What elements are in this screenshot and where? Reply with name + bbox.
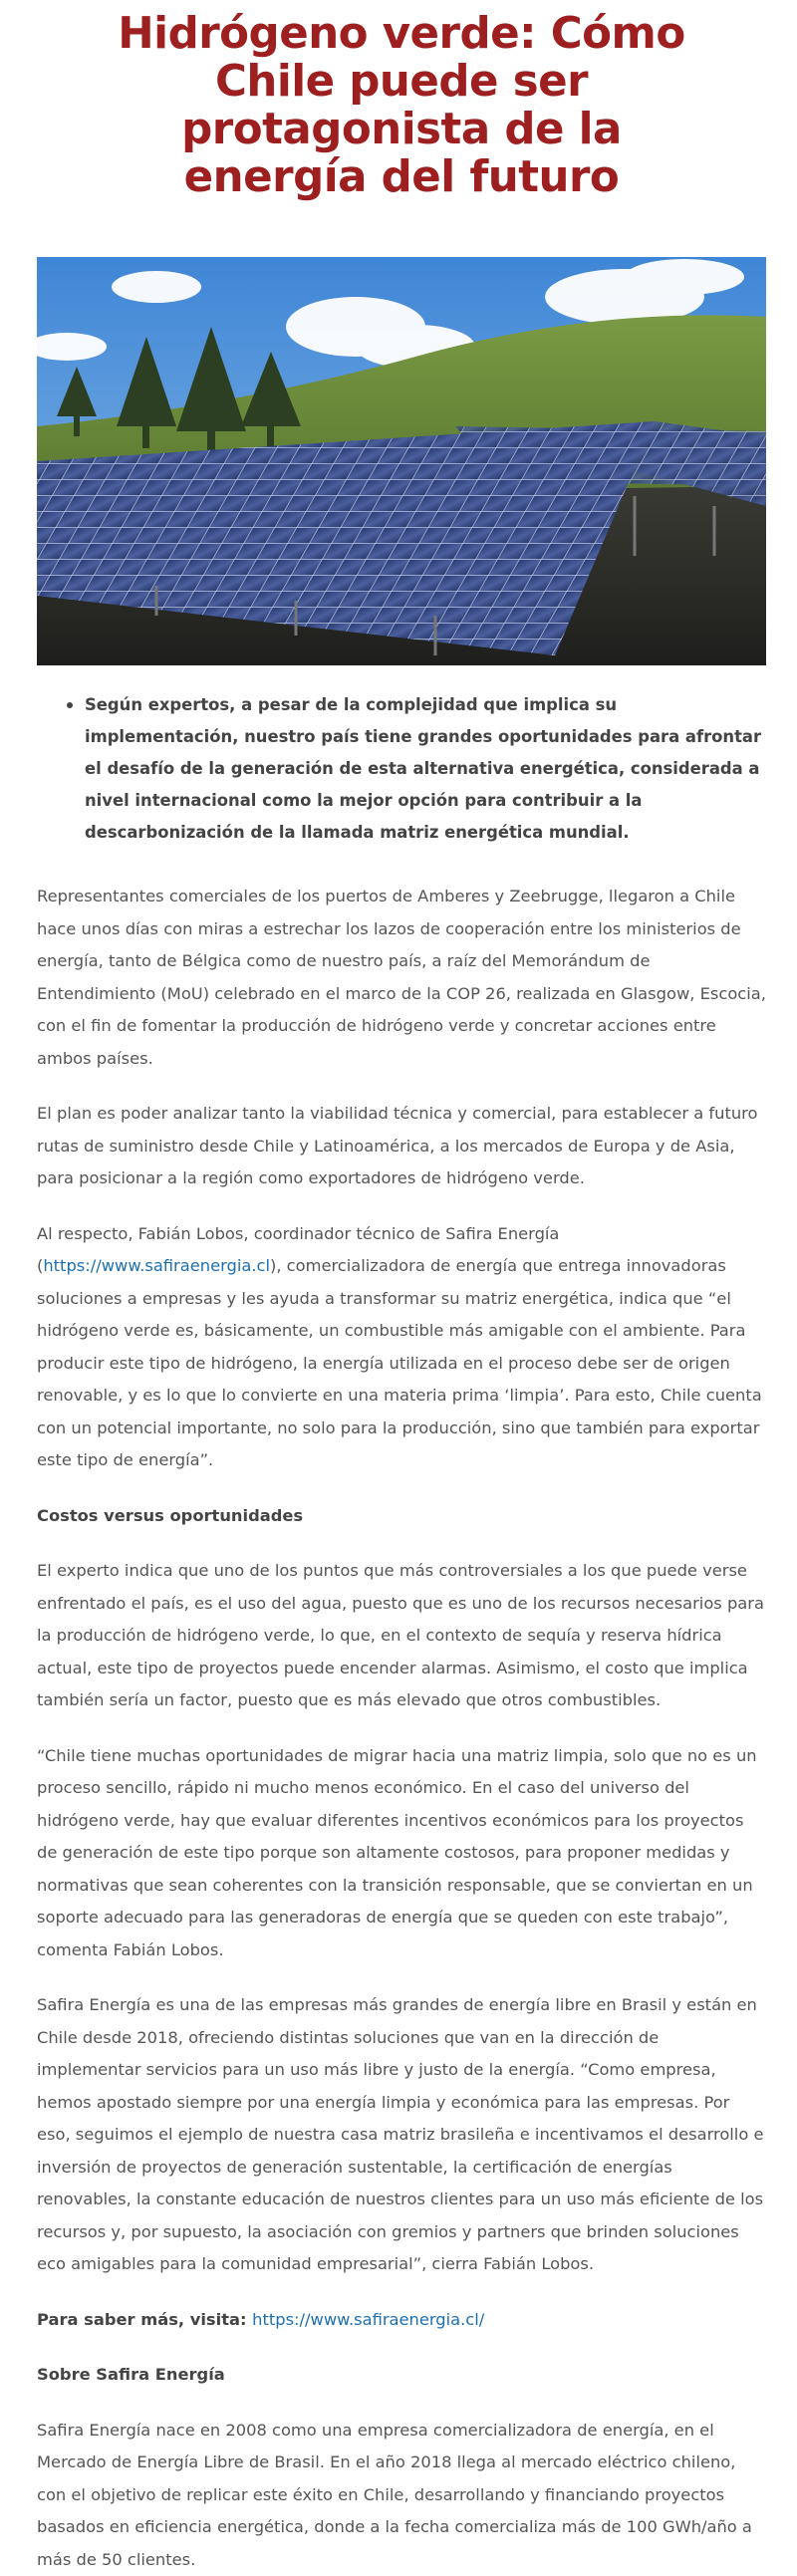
paragraph-7: Safira Energía nace en 2008 como una empresa comercializadora de energía, en el Mercado de Energía Libre de Brasil. En el año 2018 llega al mercado eléctrico chileno, con el objetivo de replicar este éxito en Chile, desarrollando y financiando proyectos basados en eficiencia energética, donde a la fecha comercializa más de 100 GWh/año a más de 50 clientes. — [37, 2415, 766, 2576]
paragraph-4: El experto indica que uno de los puntos que más controversiales a los que puede verse enfrentado el país, es el uso del agua, puesto que es uno de los recursos necesarios para la producción de hidrógeno verde, lo que, en el contexto de sequía y reserva hídrica actual, este tipo de proyectos puede encender alarmas. Asimismo, el costo que implica también sería un factor, puesto que es más elevado que otros combustibles. — [37, 1555, 766, 1717]
more-info-line — [37, 2304, 766, 2337]
paragraph-1: Representantes comerciales de los puertos de Amberes y Zeebrugge, llegaron a Chile hace unos días con miras a estrechar los lazos de cooperación entre los ministerios de energía, tanto de Bélgica como de nuestro país, a raíz del Memorándum de Entendimiento (MoU) celebrado en el marco de la COP 26, realizada en Glasgow, Escocia, con el fin de fomentar la producción de hidrógeno verde y concretar acciones entre ambos países. — [37, 881, 766, 1075]
safira-link-more[interactable]: https://www.safiraenergia.cl/ — [252, 2310, 484, 2329]
lead-summary — [37, 689, 766, 849]
hero-image-solar-panels — [37, 257, 766, 665]
paragraph-3-text-b: ), comercializadora de energía que entrega innovadoras soluciones a empresas y les ayuda a transformar su matriz energética, indica que “el hidrógeno verde es, básicamente, un combustible más amigable con el ambiente. Para producir este tipo de hidrógeno, la energía utilizada en el proceso debe ser de origen renovable, y es lo que lo convierte en una materia prima ‘limpia’. Para esto, Chile cuenta con un potencial importante, no solo para la producción, sino que también para exportar este tipo de energía”. — [37, 1256, 762, 1469]
paragraph-6: Safira Energía es una de las empresas más grandes de energía libre en Brasil y están en Chile desde 2018, ofreciendo distintas soluciones que van en la dirección de implementar servicios para un uso más libre y justo de la energía. “Como empresa, hemos apostado siempre por una energía limpia y económica para las empresas. Por eso, seguimos el ejemplo de nuestra casa matriz brasileña e incentivamos el desarrollo e inversión de proyectos de generación sustentable, la certificación de energías renovables, la constante educación de nuestros clientes para un uso más eficiente de los recursos y, por supuesto, la asociación con gremios y partners que brinden soluciones eco amigables para la comunidad empresarial”, cierra Fabián Lobos. — [37, 1989, 766, 2281]
heading-sobre: Sobre Safira Energía — [37, 2359, 766, 2392]
lead-bullet: Según expertos, a pesar de la complejidad que implica su implementación, nuestro país tiene grandes oportunidades para afrontar el desafío de la generación de esta alternativa energética, considerada a nivel internacional como la mejor opción para contribuir a la descarbonización de la llamada matriz energética mundial. — [85, 689, 766, 849]
paragraph-3-text-a: Al respecto, Fabián Lobos, coordinador técnico de Safira Energía ( — [37, 1224, 559, 1276]
paragraph-2: El plan es poder analizar tanto la viabilidad técnica y comercial, para establecer a futuro rutas de suministro desde Chile y Latinoamérica, a los mercados de Europa y de Asia, para posicionar a la región como exportadores de hidrógeno verde. — [37, 1098, 766, 1195]
article-title: Hidrógeno verde: Cómo Chile puede ser protagonista de la energía del futuro — [37, 0, 766, 201]
paragraph-5: “Chile tiene muchas oportunidades de migrar hacia una matriz limpia, solo que no es un proceso sencillo, rápido ni mucho menos económico. En el caso del universo del hidrógeno verde, hay que evaluar diferentes incentivos económicos para los proyectos de generación de este tipo porque son altamente costosos, para proponer medidas y normativas que sean coherentes con la transición responsable, que se conviertan en un soporte adecuado para las generadoras de energía que se queden con este trabajo”, comenta Fabián Lobos. — [37, 1740, 766, 1967]
paragraph-3 — [37, 1218, 766, 1477]
heading-costos: Costos versus oportunidades — [37, 1500, 766, 1533]
more-info-label: Para saber más, visita: — [37, 2310, 246, 2329]
safira-link-inline[interactable]: https://www.safiraenergia.cl — [43, 1256, 270, 1275]
